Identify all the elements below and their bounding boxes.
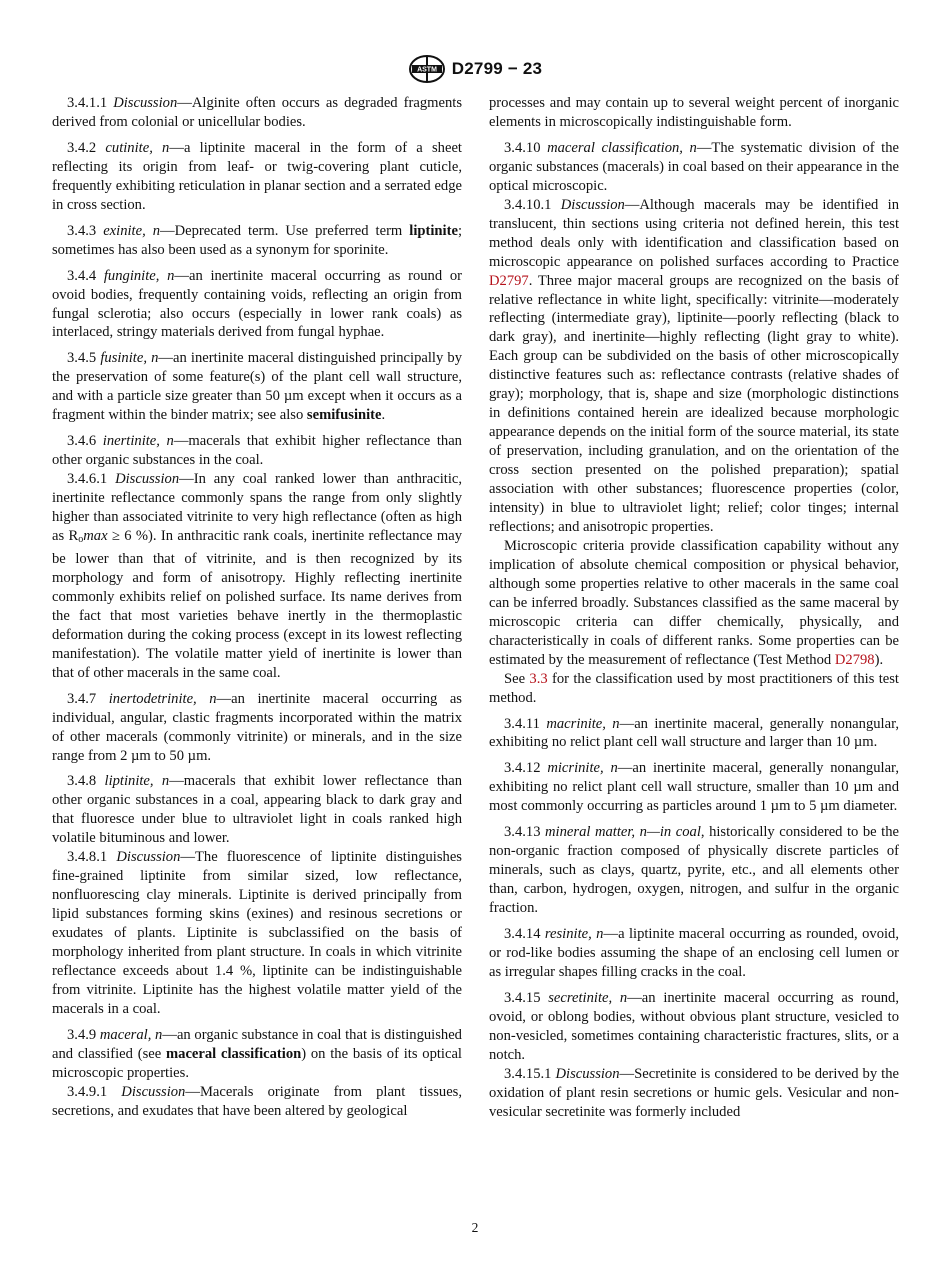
d2798-link[interactable]: D2798	[834, 651, 875, 668]
section-3-4-14: 3.4.14 resinite, n—a liptinite maceral occurring as rounded, ovoid, or rod-like bodies assuming the shape of an enclosing cell lumen or as irregular shapes filling cracks in the coal.	[489, 926, 899, 980]
astm-logo-icon	[408, 54, 446, 84]
microscopic-criteria-paragraph: Microscopic criteria provide classification capability without any implication of absolute chemical composition or physical behavior, although some properties relative to other macerals in the same coal can be inferred broadly. Substances classified as the same maceral by microscopic criteria can differ chemically, physically, and characteristically in coals of different ranks. Some properties can be estimated by the measurement of reflectance (Test Method D2798).	[489, 537, 899, 668]
left-column	[52, 94, 462, 1121]
right-column	[489, 94, 899, 1122]
section-3-4-9-1-continued: processes and may contain up to several weight percent of inorganic elements in microscopically indistinguishable form.	[489, 95, 899, 130]
section-3-4-8: 3.4.8 liptinite, n—macerals that exhibit lower reflectance than other organic substances in a coal, appearing black to dark gray and that fluoresce under blue to ultraviolet light in coals ranked high volatile bituminous and lower.	[52, 773, 462, 847]
page-header	[0, 52, 950, 86]
section-3-4-6: 3.4.6 inertinite, n—macerals that exhibit higher reflectance than other organic substances in the coal.	[52, 433, 462, 469]
section-3-4-9: 3.4.9 maceral, n—an organic substance in coal that is distinguished and classified (see maceral classification) on the basis of its optical microscopic properties.	[52, 1026, 462, 1081]
section-3-4-5: 3.4.5 fusinite, n—an inertinite maceral distinguished principally by the preservation of some feature(s) of the plant cell wall structure, and with a particle size greater than 50 µm except when it occurs as a fragment within the binder matrix; see also semifusinite.	[52, 350, 462, 424]
page-number: 2	[471, 1220, 479, 1235]
section-3-4-3: 3.4.3 exinite, n—Deprecated term. Use preferred term liptinite; sometimes has also been used as a synonym for sporinite.	[52, 222, 462, 258]
section-3-4-15: 3.4.15 secretinite, n—an inertinite maceral occurring as round, ovoid, or oblong bodies, without obvious plant structure, vesicled to non-vesicled, sometimes containing characteristic fractures, slits, or a notch.	[489, 989, 899, 1063]
d2797-link[interactable]: D2797	[489, 272, 529, 289]
standard-designation: D2799 − 23	[451, 59, 543, 78]
see-3-3-paragraph: See 3.3 for the classification used by most practitioners of this test method.	[489, 670, 899, 706]
section-3-4-1-1: 3.4.1.1 Discussion—Alginite often occurs as degraded fragments derived from colonial or unicellular bodies.	[52, 95, 462, 130]
section-3-4-10-1: 3.4.10.1 Discussion—Although macerals may be identified in translucent, thin sections using criteria not defined herein, this test method deals only with identification and classification based on microscopic appearance on polished surfaces according to Practice D2797. Three major maceral groups are recognized on the basis of relative reflectance in white light, specifically: vitrinite—moderately reflecting (intermediate gray), liptinite—poorly reflecting (black to dark gray), and inertinite—highly reflecting (light gray to white). Each group can be subdivided on the basis of other microscopically distinctive features such as: reflectance contrasts (relative shades of gray); morphology, that is, shape and size (morphologic distinctions in definitions contained herein are idealized because morphologic appearance depends on the initial form of the source material, its state of preservation, including granulation, and on the orientation of the cross section presented on the polished preparation); spatial association with other substances; fluorescence properties (color, intensity) in blue to ultraviolet light; relief; color tinges; internal reflections; and anisotropic properties.	[489, 196, 899, 535]
section-3-4-2: 3.4.2 cutinite, n—a liptinite maceral in the form of a sheet reflecting its origin from leaf- or twig-covering plant cuticle, frequently exhibiting reticulation in planar section and a serrated edge in cross section.	[52, 139, 462, 213]
section-3-4-11: 3.4.11 macrinite, n—an inertinite maceral, generally nonangular, exhibiting no relict plant cell wall structure and larger than 10 µm.	[489, 715, 899, 751]
section-3-4-6-1: 3.4.6.1 Discussion—In any coal ranked lower than anthracitic, inertinite reflectance commonly spans the range from only slightly higher than associated vitrinite to very high reflectance (often as high as $R_o\max \ge 6$ %). In anthracitic rank coals, inertinite reflectance may be lower than that of vitrinite, and is then recognized by its morphology and form of anisotropy. Highly reflecting inertinite commonly exhibits relief on polished surface. Its name derives from the fact that most varieties behave inertly in the thermoplastic deformation during the coking process (except in its lowest reflecting manifestation). The volatile matter yield of inertinite is lower than that of other macerals in the same coal.	[52, 471, 462, 681]
svg-text:ASTM: ASTM	[416, 66, 437, 74]
section-3-4-12: 3.4.12 micrinite, n—an inertinite maceral, generally nonangular, exhibiting no relict plant cell wall structure, smaller than 10 µm and most commonly occurring as particles around 1 µm to 5 µm diameter.	[489, 760, 899, 815]
section-3-4-7: 3.4.7 inertodetrinite, n—an inertinite maceral occurring as individual, angular, clastic fragments incorporated within the matrix of other macerals (commonly vitrinite) or minerals, and in the size range from 2 µm to 50 µm.	[52, 690, 462, 764]
section-3-4-4: 3.4.4 funginite, n—an inertinite maceral occurring as round or ovoid bodies, frequently containing voids, reflecting an origin from fungal sclerotia; also occurs (especially in lower rank coals) as interlaced, stringy materials derived from fungal hyphae.	[52, 267, 462, 341]
section-3-3-link[interactable]: 3.3	[529, 670, 548, 687]
section-3-4-8-1: 3.4.8.1 Discussion—The fluorescence of liptinite distinguishes fine-grained liptinite from similar sized, low reflectance, nonfluorescing clay minerals. Liptinite is derived principally from lipid substances forming skins (exines) and resinous secretions or exudates of plants. Liptinite is subclassified on the basis of morphology inherited from plant structure. In coals in which vitrinite reflectance exceeds about 1.4 %, liptinite can be indistinguishable from vitrinite. Liptinite has the highest volatile matter yield of the macerals in a coal.	[52, 849, 462, 1017]
section-3-4-13: 3.4.13 mineral matter, n—in coal, historically considered to be the non-organic fraction composed of physically discrete particles of minerals, such as clays, quartz, pyrite, etc., and all elements other than, carbon, hydrogen, oxygen, nitrogen, and sulfur in the organic fraction.	[489, 824, 899, 917]
section-3-4-15-1: 3.4.15.1 Discussion—Secretinite is considered to be derived by the oxidation of plant resin secretions or humic gels. Vesicular and non-vesicular secretinite was formerly included	[489, 1065, 899, 1120]
section-3-4-9-1: 3.4.9.1 Discussion—Macerals originate from plant tissues, secretions, and exudates that have been altered by geological	[52, 1083, 463, 1119]
section-3-4-10: 3.4.10 maceral classification, n—The systematic division of the organic substances (macerals) in coal based on their appearance in the optical microscopic.	[489, 139, 899, 194]
